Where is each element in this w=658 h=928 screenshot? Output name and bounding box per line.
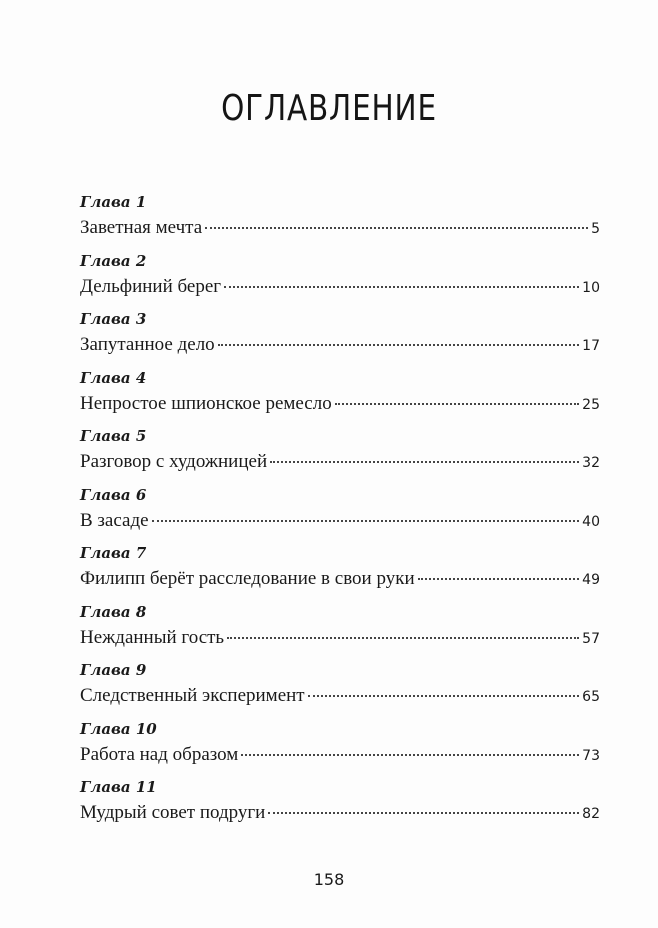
toc-entry [80,541,600,600]
toc-entry [80,658,600,717]
toc-line [80,334,600,356]
chapter-title: Заветная мечта [80,217,203,238]
page-number: 57 [582,630,600,647]
toc-line [80,276,600,298]
chapter-label: Глава 4 [80,368,147,387]
dot-leader [418,578,580,580]
toc-line [80,451,600,473]
chapter-label: Глава 10 [80,719,157,738]
dot-leader [152,520,580,522]
table-of-contents [80,190,600,834]
chapter-title: Дельфиний берег [80,275,222,297]
chapter-title: Следственный эксперимент [80,685,305,706]
chapter-title: Работа над образом [80,743,239,765]
page-number: 5 [591,221,600,237]
chapter-title: В засаде [80,509,149,531]
toc-entry [80,366,600,425]
chapter-label: Глава 8 [80,602,147,621]
toc-entry [80,775,600,834]
chapter-title: Мудрый совет подруги [80,802,266,823]
chapter-label: Глава 5 [80,427,147,445]
page-number: 10 [582,279,600,296]
dot-leader [205,227,588,229]
chapter-title: Непростое шпионское ремесло [80,392,332,414]
page-title: ОГЛАВЛЕНИЕ [221,88,437,129]
toc-entry [80,190,600,249]
toc-entry [80,600,600,659]
chapter-label: Глава 11 [80,778,157,796]
page-number: 49 [582,572,600,588]
page-number: 25 [582,396,600,413]
toc-entry [80,483,600,542]
page-number: 32 [582,455,600,471]
toc-line [80,744,600,766]
toc-line [80,510,600,532]
chapter-label: Глава 3 [80,310,147,328]
page-number: 73 [582,747,600,764]
chapter-title: Филипп берёт расследование в свои руки [80,568,415,589]
toc-entry [80,249,600,308]
chapter-title: Нежданный гость [80,626,225,648]
page-number: 82 [582,806,600,822]
page-number: 17 [582,338,600,354]
chapter-label: Глава 1 [80,193,147,211]
dot-leader [268,812,579,814]
page-folio: 158 [313,870,345,889]
chapter-label: Глава 7 [80,544,147,562]
toc-line [80,568,600,590]
page-number: 40 [582,513,600,530]
toc-entry [80,717,600,776]
toc-entry [80,424,600,483]
chapter-title: Разговор с художницей [80,451,268,472]
chapter-title: Запутанное дело [80,334,215,355]
toc-line [80,802,600,824]
dot-leader [241,754,579,756]
chapter-label: Глава 2 [80,251,147,270]
page-number: 65 [582,689,600,705]
chapter-label: Глава 9 [80,661,147,679]
chapter-label: Глава 6 [80,485,147,504]
toc-line [80,627,600,649]
toc-line [80,393,600,415]
toc-line [80,217,600,239]
dot-leader [224,286,579,288]
toc-line [80,685,600,707]
dot-leader [270,461,579,463]
toc-entry [80,307,600,366]
dot-leader [227,637,579,639]
dot-leader [308,695,580,697]
dot-leader [335,403,579,405]
dot-leader [218,344,580,346]
